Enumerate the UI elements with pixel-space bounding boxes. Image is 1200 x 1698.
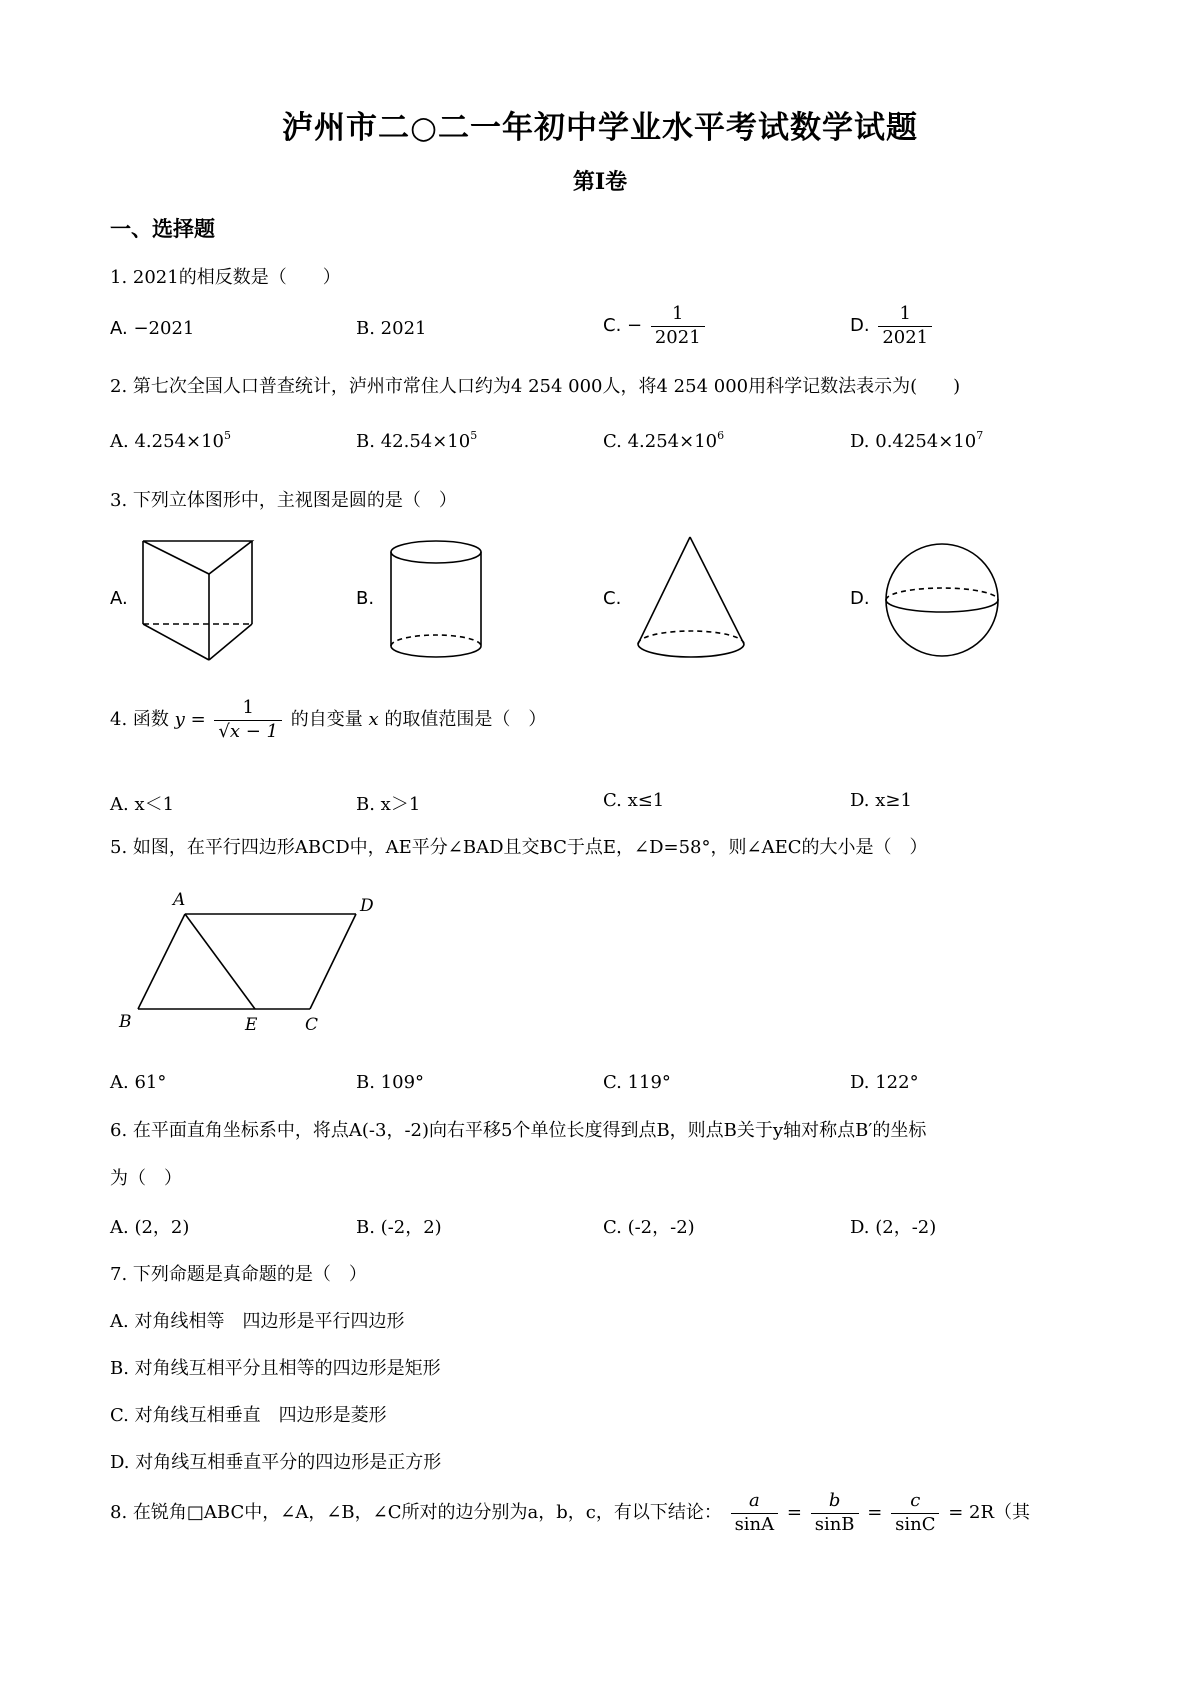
q4-func-var: y xyxy=(174,709,185,730)
q2-option-d xyxy=(850,429,983,452)
q2-option-c-label: C. xyxy=(603,431,622,452)
q4-number: 4. xyxy=(110,709,128,730)
q4-stem-post: 的自变量 xyxy=(290,709,363,730)
q1-option-b: B. 2021 xyxy=(356,318,427,339)
q3-option-b-label: B. xyxy=(356,588,375,609)
q7-option-b: B. 对角线互相平分且相等的四边形是矩形 xyxy=(110,1358,441,1379)
q4-stem-end: 的取值范围是（ ） xyxy=(384,709,547,730)
q7-option-d: D. 对角线互相垂直平分的四边形是正方形 xyxy=(110,1452,442,1473)
fraction-numerator: c xyxy=(910,1490,921,1511)
q4-function-fraction xyxy=(214,697,282,743)
q4-option-a: A. x＜1 xyxy=(110,794,175,815)
fraction-numerator: a xyxy=(748,1490,760,1511)
volume-heading: 第Ⅰ卷 xyxy=(572,169,628,195)
q2-option-c-exponent: 6 xyxy=(717,429,725,442)
segment-AE xyxy=(185,914,255,1009)
parallelogram-figure xyxy=(115,888,395,1038)
fraction-denominator: sinC xyxy=(891,1513,939,1537)
q1-option-d xyxy=(850,303,935,349)
vertex-label-d: D xyxy=(360,896,374,916)
vertex-label-e: E xyxy=(245,1015,258,1035)
q4-option-d: D. x≥1 xyxy=(850,790,912,811)
fraction-denominator xyxy=(214,720,282,744)
q4-option-b: B. x＞1 xyxy=(356,794,421,815)
question-6-stem-line-1: 6. 在平面直角坐标系中，将点A(-3，-2)向右平移5个单位长度得到点B，则点B关于y轴对称点B′的坐标 xyxy=(110,1120,927,1141)
q2-option-a xyxy=(110,429,231,452)
q4-var-x: x xyxy=(368,709,379,730)
q6-option-b: B. (-2，2) xyxy=(356,1217,442,1238)
page-title: 泸州市二○二一年初中学业水平考试数学试题 xyxy=(281,110,919,146)
q8-stem-text: 8. 在锐角□ABC中，∠A，∠B，∠C所对的边分别为a，b，c，有以下结论： xyxy=(110,1502,722,1523)
prism-bottom-right xyxy=(209,624,252,660)
q4-option-c: C. x≤1 xyxy=(603,790,665,811)
q2-option-c-mantissa: 4.254×10 xyxy=(627,431,718,452)
cone-right-edge xyxy=(690,537,744,644)
q1-option-c-label: C. xyxy=(603,315,622,336)
question-8-stem xyxy=(110,1490,1030,1536)
q8-fraction-b xyxy=(811,1490,859,1536)
fraction-numerator: 1 xyxy=(899,303,911,324)
q2-option-a-mantissa: 4.254×10 xyxy=(134,431,224,452)
q5-option-c: C. 119° xyxy=(603,1072,671,1093)
q5-option-b: B. 109° xyxy=(356,1072,425,1093)
q2-option-a-exponent: 5 xyxy=(224,429,231,442)
vertex-label-b: B xyxy=(119,1012,132,1032)
q2-option-b-mantissa: 42.54×10 xyxy=(380,431,471,452)
q8-fraction-a xyxy=(731,1490,779,1536)
edge-DC xyxy=(310,914,356,1009)
edge-BA xyxy=(138,914,185,1009)
sphere-equator-front xyxy=(886,600,998,612)
cone-base-back xyxy=(638,631,744,644)
q3-option-a-label: A. xyxy=(110,588,128,609)
cylinder-bottom-front xyxy=(391,646,481,657)
q4-equals: = xyxy=(190,709,206,730)
cone-left-edge xyxy=(638,537,690,644)
q2-option-d-mantissa: 0.4254×10 xyxy=(875,431,977,452)
q6-option-d: D. (2，-2) xyxy=(850,1217,937,1238)
q1-option-c-sign: − xyxy=(627,315,643,336)
fraction-denominator: 2021 xyxy=(878,326,932,350)
fraction-denominator: 2021 xyxy=(651,326,705,350)
q6-option-a: A. (2，2) xyxy=(110,1217,190,1238)
q2-option-a-label: A. xyxy=(110,431,129,452)
sqrt-symbol: √ xyxy=(218,720,230,742)
section-heading: 一、选择题 xyxy=(110,216,215,241)
cone-base-front xyxy=(638,644,744,657)
q2-option-d-exponent: 7 xyxy=(976,429,984,442)
q1-option-a xyxy=(110,318,194,339)
prism-bottom-left xyxy=(143,624,209,660)
cylinder-figure xyxy=(388,538,488,666)
cone-figure xyxy=(633,534,753,664)
q1-option-d-label: D. xyxy=(850,315,870,336)
vertex-label-a: A xyxy=(173,890,186,910)
cylinder-bottom-back xyxy=(391,635,481,646)
q8-fraction-c xyxy=(891,1490,939,1536)
sphere-figure xyxy=(885,540,1005,665)
cylinder-top-ellipse xyxy=(391,541,481,563)
prism-top-face xyxy=(143,541,252,574)
q8-equals-2: = xyxy=(867,1502,883,1523)
question-4-stem xyxy=(110,697,546,743)
question-7-stem: 7. 下列命题是真命题的是（ ） xyxy=(110,1264,367,1285)
q8-equals-1: = xyxy=(786,1502,802,1523)
q2-option-c xyxy=(603,429,724,452)
q8-tail: = 2R（其 xyxy=(948,1502,1031,1523)
question-3-stem: 3. 下列立体图形中，主视图是圆的是（ ） xyxy=(110,490,457,511)
fraction-numerator: 1 xyxy=(672,303,684,324)
q2-option-b xyxy=(356,429,477,452)
q4-stem-pre: 函数 xyxy=(132,709,169,730)
question-1-stem: 1. 2021的相反数是（ ） xyxy=(110,267,341,288)
q7-option-a: A. 对角线相等 四边形是平行四边形 xyxy=(110,1311,405,1332)
fraction-numerator: b xyxy=(828,1490,841,1511)
question-6-stem-line-2: 为（ ） xyxy=(110,1168,182,1189)
q1-option-c-fraction xyxy=(651,303,705,349)
question-2-stem: 2. 第七次全国人口普查统计，泸州市常住人口约为4 254 000人，将4 254 000用科学记数法表示为( ) xyxy=(110,376,961,397)
q1-option-d-fraction xyxy=(878,303,932,349)
q7-option-c: C. 对角线互相垂直 四边形是菱形 xyxy=(110,1405,387,1426)
sphere-outline xyxy=(886,544,998,656)
q2-option-b-label: B. xyxy=(356,431,375,452)
sphere-equator-back xyxy=(886,588,998,600)
q1-option-a-label: A. xyxy=(110,318,128,339)
q6-option-c: C. (-2，-2) xyxy=(603,1217,695,1238)
q3-option-c-label: C. xyxy=(603,588,622,609)
q2-option-d-label: D. xyxy=(850,431,870,452)
q1-option-a-value: −2021 xyxy=(133,318,195,339)
q3-option-d-label: D. xyxy=(850,588,870,609)
fraction-denominator: sinA xyxy=(731,1513,779,1537)
q2-option-b-exponent: 5 xyxy=(470,429,478,442)
q5-option-a: A. 61° xyxy=(110,1072,167,1093)
fraction-denominator: sinB xyxy=(811,1513,859,1537)
question-5-stem: 5. 如图，在平行四边形ABCD中，AE平分∠BAD且交BC于点E，∠D=58°，则∠AEC的大小是（ ） xyxy=(110,837,928,858)
vertex-label-c: C xyxy=(305,1015,319,1035)
sqrt-radicand: x − 1 xyxy=(229,720,279,742)
triangular-prism-figure xyxy=(140,538,265,668)
q1-option-c xyxy=(603,303,708,349)
fraction-numerator: 1 xyxy=(242,697,254,718)
q5-option-d: D. 122° xyxy=(850,1072,919,1093)
